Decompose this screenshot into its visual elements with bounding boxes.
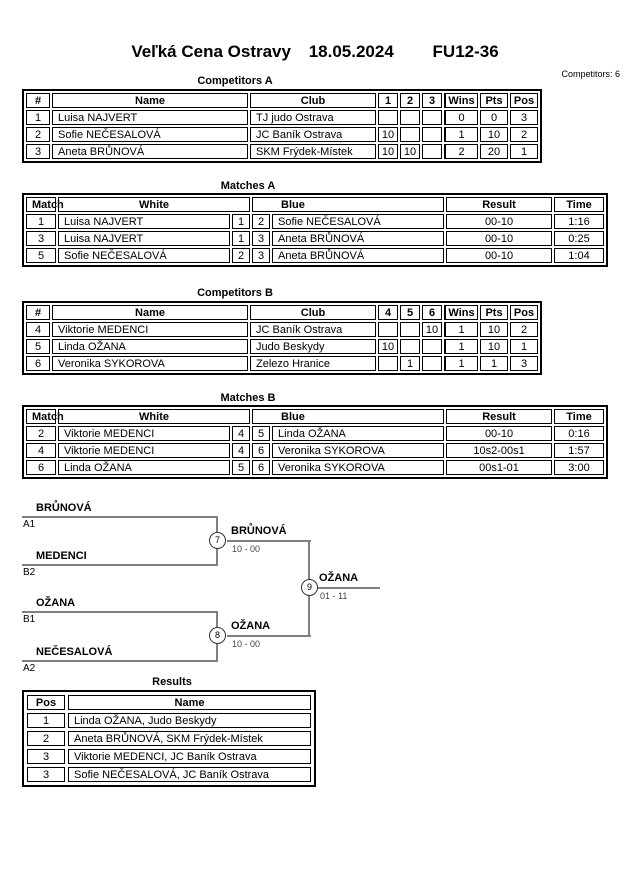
cell-white-num: 1 — [232, 214, 250, 229]
bracket-line — [227, 635, 311, 637]
table-row — [26, 127, 538, 142]
cell-name: Viktorie MEDENCI, JC Baník Ostrava — [68, 749, 311, 764]
cell-time: 3:00 — [554, 460, 604, 475]
matches-a-table — [22, 193, 608, 267]
cell-wins: 0 — [444, 110, 478, 125]
col-header-r5: 5 — [400, 305, 420, 320]
cell-r2 — [400, 110, 420, 125]
cell-r1 — [378, 110, 398, 125]
cell-r5 — [400, 322, 420, 337]
header-row — [26, 197, 604, 212]
cell-pos: 3 — [27, 767, 65, 782]
table-row — [26, 110, 538, 125]
cell-name: Viktorie MEDENCI — [52, 322, 248, 337]
col-header-club: Club — [250, 305, 376, 320]
cell-r1: 10 — [378, 127, 398, 142]
cell-r4: 10 — [378, 339, 398, 354]
col-header-blue: Blue — [252, 409, 444, 424]
event-date: 18.05.2024 — [308, 42, 394, 61]
cell-pos: 2 — [510, 322, 538, 337]
cell-pts: 20 — [480, 144, 508, 159]
cell-club: Zelezo Hranice — [250, 356, 376, 371]
bracket-line — [22, 660, 218, 662]
col-header-r2: 2 — [400, 93, 420, 108]
cell-name: Veronika SYKOROVA — [52, 356, 248, 371]
cell-blue-num: 3 — [252, 231, 270, 246]
cell-time: 1:57 — [554, 443, 604, 458]
col-header-time: Time — [554, 409, 604, 424]
cell-match: 5 — [26, 248, 56, 263]
cell-blue: Sofie NEČESALOVÁ — [272, 214, 444, 229]
cell-blue-num: 6 — [252, 443, 270, 458]
cell-pos: 2 — [510, 127, 538, 142]
col-header-white: White — [58, 409, 250, 424]
cell-time: 0:16 — [554, 426, 604, 441]
table-row — [27, 731, 311, 746]
col-header-pts: Pts — [480, 93, 508, 108]
cell-name: Luisa NAJVERT — [52, 110, 248, 125]
cell-r6 — [422, 339, 442, 354]
cell-result: 00-10 — [446, 248, 552, 263]
bracket-match-number-7: 7 — [209, 532, 226, 549]
cell-name: Aneta BRŮNOVÁ, SKM Frýdek-Místek — [68, 731, 311, 746]
cell-r5: 1 — [400, 356, 420, 371]
cell-blue: Linda OŽANA — [272, 426, 444, 441]
bracket-sf1-bottom-seed: B2 — [23, 567, 36, 578]
cell-white: Linda OŽANA — [58, 460, 230, 475]
col-header-r3: 3 — [422, 93, 442, 108]
col-header-time: Time — [554, 197, 604, 212]
cell-match: 1 — [26, 214, 56, 229]
cell-pts: 0 — [480, 110, 508, 125]
event-name: Veľká Cena Ostravy — [131, 42, 291, 61]
table-row — [26, 356, 538, 371]
cell-result: 10s2-00s1 — [446, 443, 552, 458]
table-row — [26, 144, 538, 159]
cell-white-num: 4 — [232, 426, 250, 441]
competitors-b-table — [22, 301, 542, 375]
cell-r2: 10 — [400, 144, 420, 159]
col-header-result: Result — [446, 409, 552, 424]
cell-result: 00-10 — [446, 426, 552, 441]
cell-result: 00s1-01 — [446, 460, 552, 475]
cell-white: Luisa NAJVERT — [58, 231, 230, 246]
table-row — [27, 713, 311, 728]
section-title-competitors-b: Competitors B — [197, 287, 273, 299]
section-title-matches-a: Matches A — [220, 180, 276, 192]
bracket-match-number-9: 9 — [301, 579, 318, 596]
cell-match: 2 — [26, 426, 56, 441]
cell-wins: 1 — [444, 322, 478, 337]
cell-club: TJ judo Ostrava — [250, 110, 376, 125]
cell-pos: 3 — [510, 356, 538, 371]
cell-wins: 1 — [444, 356, 478, 371]
table-row — [26, 443, 604, 458]
cell-r6 — [422, 356, 442, 371]
cell-name: Aneta BRŮNOVÁ — [52, 144, 248, 159]
table-row — [26, 426, 604, 441]
cell-num: 6 — [26, 356, 50, 371]
cell-blue: Aneta BRŮNOVÁ — [272, 231, 444, 246]
cell-name: Linda OŽANA, Judo Beskydy — [68, 713, 311, 728]
cell-num: 3 — [26, 144, 50, 159]
bracket-line — [318, 587, 380, 589]
col-header-result: Result — [446, 197, 552, 212]
col-header-match: Match — [26, 197, 56, 212]
col-header-pos: Pos — [510, 93, 538, 108]
cell-num: 5 — [26, 339, 50, 354]
col-header-name: Name — [52, 305, 248, 320]
cell-num: 4 — [26, 322, 50, 337]
bracket-final-winner: OŽANA — [319, 572, 359, 584]
cell-blue: Aneta BRŮNOVÁ — [272, 248, 444, 263]
table-row — [26, 231, 604, 246]
category-label: FU12-36 — [432, 42, 499, 61]
cell-white-num: 2 — [232, 248, 250, 263]
bracket-sf2-bottom-name: NEČESALOVÁ — [36, 646, 113, 658]
bracket-sf1-top-seed: A1 — [23, 519, 36, 530]
cell-name: Sofie NEČESALOVÁ — [52, 127, 248, 142]
cell-r4 — [378, 356, 398, 371]
cell-blue-num: 2 — [252, 214, 270, 229]
bracket-line — [227, 540, 311, 542]
cell-white-num: 5 — [232, 460, 250, 475]
cell-white-num: 1 — [232, 231, 250, 246]
matches-b-table — [22, 405, 608, 479]
bracket-sf1-score: 10 - 00 — [232, 544, 261, 554]
cell-match: 4 — [26, 443, 56, 458]
cell-pts: 1 — [480, 356, 508, 371]
header-row — [26, 93, 538, 108]
cell-blue-num: 6 — [252, 460, 270, 475]
medal-bracket-diagram — [0, 500, 630, 680]
bracket-line — [22, 564, 218, 566]
cell-name: Linda OŽANA — [52, 339, 248, 354]
col-header-r4: 4 — [378, 305, 398, 320]
col-header-r1: 1 — [378, 93, 398, 108]
competitors-a-table — [22, 89, 542, 163]
cell-white: Viktorie MEDENCI — [58, 426, 230, 441]
page-title — [0, 42, 630, 62]
col-header-club: Club — [250, 93, 376, 108]
col-header-match: Match — [26, 409, 56, 424]
cell-pos: 3 — [510, 110, 538, 125]
competitors-count: Competitors: 6 — [561, 69, 620, 79]
section-title-competitors-a: Competitors A — [197, 75, 273, 87]
cell-r1: 10 — [378, 144, 398, 159]
bracket-sf2-top-name: OŽANA — [36, 597, 76, 609]
table-row — [26, 460, 604, 475]
bracket-match-number-8: 8 — [209, 627, 226, 644]
cell-club: JC Baník Ostrava — [250, 322, 376, 337]
table-row — [27, 749, 311, 764]
table-row — [26, 322, 538, 337]
bracket-sf2-winner: OŽANA — [231, 620, 271, 632]
col-header-num: # — [26, 305, 50, 320]
cell-num: 1 — [26, 110, 50, 125]
cell-blue: Veronika SYKOROVA — [272, 443, 444, 458]
bracket-sf2-top-seed: B1 — [23, 614, 36, 625]
cell-wins: 1 — [444, 339, 478, 354]
bracket-sf1-bottom-name: MEDENCI — [36, 550, 87, 562]
cell-blue: Veronika SYKOROVA — [272, 460, 444, 475]
bracket-sf1-top-name: BRŮNOVÁ — [36, 502, 92, 514]
cell-r3 — [422, 127, 442, 142]
col-header-wins: Wins — [444, 305, 478, 320]
cell-white: Viktorie MEDENCI — [58, 443, 230, 458]
cell-wins: 2 — [444, 144, 478, 159]
cell-r5 — [400, 339, 420, 354]
cell-r3 — [422, 110, 442, 125]
section-title-matches-b: Matches B — [220, 392, 276, 404]
cell-blue-num: 5 — [252, 426, 270, 441]
cell-pts: 10 — [480, 127, 508, 142]
bracket-final-score: 01 - 11 — [320, 591, 348, 601]
cell-club: Judo Beskydy — [250, 339, 376, 354]
col-header-pos: Pos — [27, 695, 65, 710]
cell-white: Sofie NEČESALOVÁ — [58, 248, 230, 263]
cell-blue-num: 3 — [252, 248, 270, 263]
header-row — [26, 409, 604, 424]
cell-match: 3 — [26, 231, 56, 246]
col-header-name: Name — [52, 93, 248, 108]
bracket-line — [22, 516, 218, 518]
col-header-pos: Pos — [510, 305, 538, 320]
cell-pos: 3 — [27, 749, 65, 764]
cell-white-num: 4 — [232, 443, 250, 458]
col-header-num: # — [26, 93, 50, 108]
cell-pos: 1 — [510, 339, 538, 354]
bracket-sf1-winner: BRŮNOVÁ — [231, 525, 287, 537]
header-row — [27, 695, 311, 710]
col-header-wins: Wins — [444, 93, 478, 108]
cell-time: 1:16 — [554, 214, 604, 229]
cell-pts: 10 — [480, 322, 508, 337]
cell-wins: 1 — [444, 127, 478, 142]
header-row — [26, 305, 538, 320]
cell-name: Sofie NEČESALOVÁ, JC Baník Ostrava — [68, 767, 311, 782]
cell-r6: 10 — [422, 322, 442, 337]
cell-time: 0:25 — [554, 231, 604, 246]
cell-club: SKM Frýdek-Místek — [250, 144, 376, 159]
table-row — [26, 214, 604, 229]
section-title-results: Results — [152, 676, 192, 688]
cell-white: Luisa NAJVERT — [58, 214, 230, 229]
cell-num: 2 — [26, 127, 50, 142]
cell-r3 — [422, 144, 442, 159]
table-row — [26, 248, 604, 263]
col-header-blue: Blue — [252, 197, 444, 212]
cell-pos: 1 — [510, 144, 538, 159]
cell-club: JC Baník Ostrava — [250, 127, 376, 142]
bracket-line — [22, 611, 218, 613]
cell-result: 00-10 — [446, 214, 552, 229]
results-table — [22, 690, 316, 787]
col-header-white: White — [58, 197, 250, 212]
cell-pos: 2 — [27, 731, 65, 746]
cell-pos: 1 — [27, 713, 65, 728]
cell-result: 00-10 — [446, 231, 552, 246]
table-row — [26, 339, 538, 354]
bracket-sf2-score: 10 - 00 — [232, 639, 261, 649]
cell-time: 1:04 — [554, 248, 604, 263]
bracket-sf2-bottom-seed: A2 — [23, 663, 36, 674]
cell-pts: 10 — [480, 339, 508, 354]
table-row — [27, 767, 311, 782]
col-header-pts: Pts — [480, 305, 508, 320]
col-header-name: Name — [68, 695, 311, 710]
col-header-r6: 6 — [422, 305, 442, 320]
cell-match: 6 — [26, 460, 56, 475]
cell-r2 — [400, 127, 420, 142]
cell-r4 — [378, 322, 398, 337]
